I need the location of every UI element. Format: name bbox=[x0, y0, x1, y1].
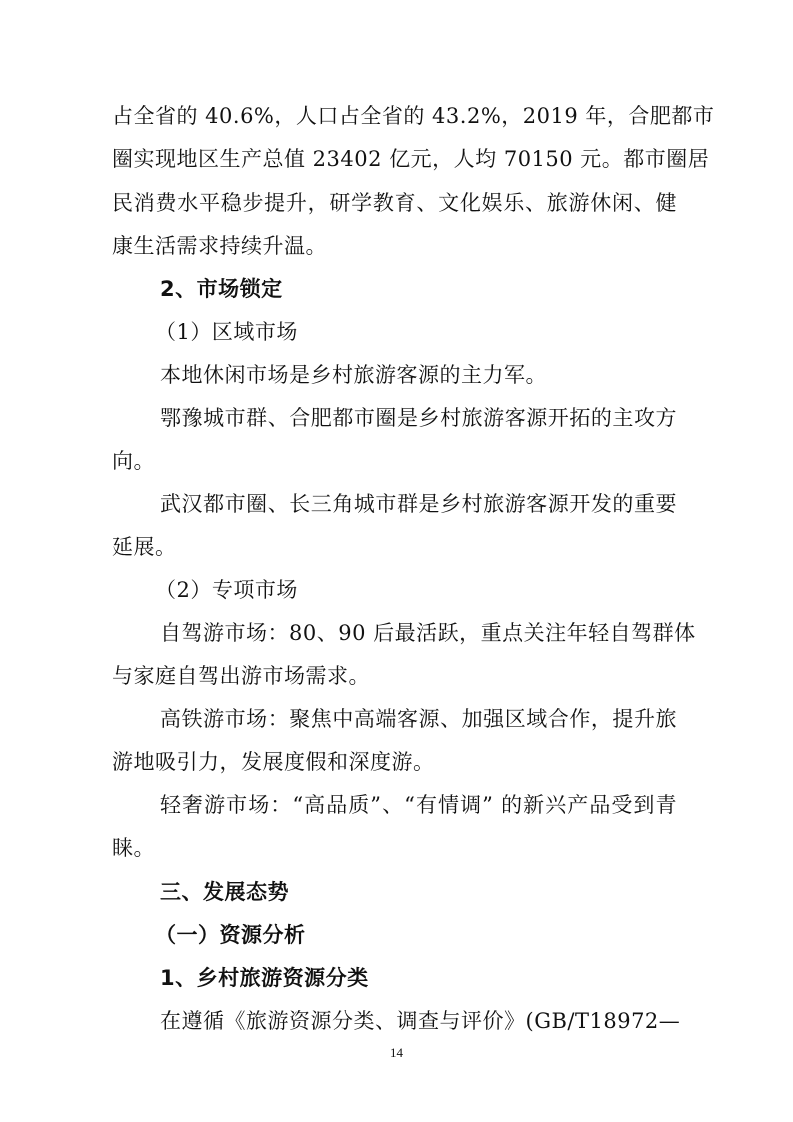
paragraph-line: 延展。 bbox=[112, 535, 177, 559]
paragraph-line: 民消费水平稳步提升，研学教育、文化娱乐、旅游休闲、健 bbox=[112, 191, 677, 215]
part-heading: （一）资源分析 bbox=[155, 923, 306, 947]
subsection-heading: （1）区域市场 bbox=[155, 320, 298, 344]
paragraph-line: 自驾游市场：80、90 后最活跃，重点关注年轻自驾群体 bbox=[160, 621, 696, 645]
paragraph-line: 睐。 bbox=[112, 836, 155, 860]
paragraph-line: 武汉都市圈、长三角城市群是乡村旅游客源开发的重要 bbox=[160, 492, 677, 516]
chapter-heading: 三、发展态势 bbox=[160, 880, 289, 904]
page-number: 14 bbox=[390, 1045, 403, 1060]
paragraph-line: 向。 bbox=[112, 449, 155, 473]
subsection-heading: （2）专项市场 bbox=[155, 578, 298, 602]
paragraph-line: 圈实现地区生产总值 23402 亿元，人均 70150 元。都市圈居 bbox=[112, 147, 710, 171]
paragraph-line: 高铁游市场：聚焦中高端客源、加强区域合作，提升旅 bbox=[160, 707, 677, 731]
paragraph-line: 在遵循《旅游资源分类、调查与评价》(GB/T18972— bbox=[160, 1009, 681, 1033]
paragraph-line: 康生活需求持续升温。 bbox=[112, 234, 327, 258]
paragraph-line: 本地休闲市场是乡村旅游客源的主力军。 bbox=[160, 363, 547, 387]
paragraph-line: 轻奢游市场：“高品质”、“有情调” 的新兴产品受到青 bbox=[160, 793, 677, 817]
paragraph-line: 游地吸引力，发展度假和深度游。 bbox=[112, 750, 435, 774]
paragraph-line: 占全省的 40.6%，人口占全省的 43.2%，2019 年，合肥都市 bbox=[112, 104, 715, 128]
item-heading: 1、乡村旅游资源分类 bbox=[160, 966, 369, 990]
paragraph-line: 鄂豫城市群、合肥都市圈是乡村旅游客源开拓的主攻方 bbox=[160, 406, 677, 430]
section-heading: 2、市场锁定 bbox=[160, 277, 283, 301]
paragraph-line: 与家庭自驾出游市场需求。 bbox=[112, 664, 370, 688]
